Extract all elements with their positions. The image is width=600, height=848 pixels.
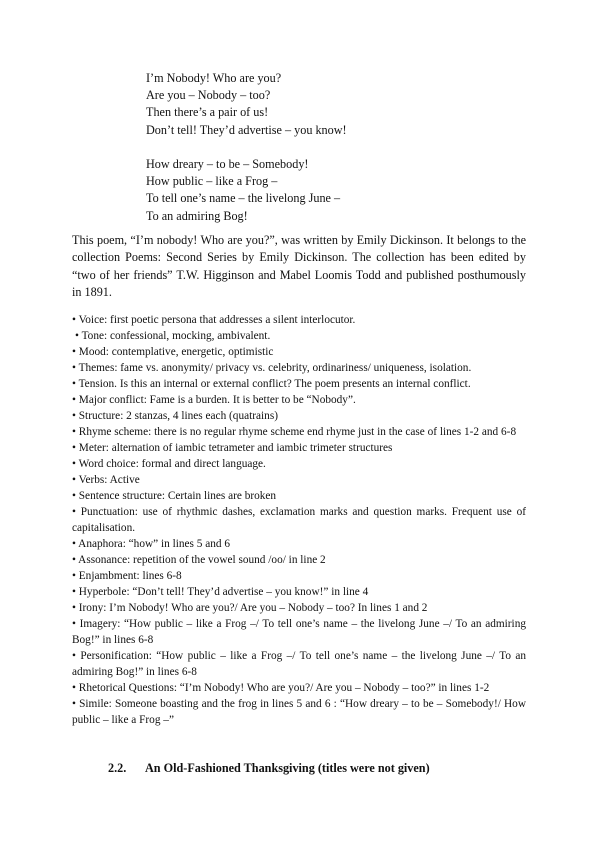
list-item: • Themes: fame vs. anonymity/ privacy vs. celebrity, ordinariness/ uniqueness, isolation.	[72, 362, 472, 374]
intro-paragraph: This poem, “I’m nobody! Who are you?”, was written by Emily Dickinson. It belongs to the collection Poems: Second Series by Emily Dickinson. The collection has been edited by “two of her friends” T.W. Higginson and Mabel Loomis Todd and published posthumously in 1891.	[72, 233, 526, 300]
poem-line: To tell one’s name – the livelong June –	[146, 191, 341, 206]
list-item: • Rhetorical Questions: “I’m Nobody! Who are you?/ Are you – Nobody – too?” in lines 1-2	[72, 682, 490, 694]
list-item: • Simile: Someone boasting and the frog in lines 5 and 6 : “How dreary – to be – Somebody!/ How public – like a Frog –”	[72, 698, 526, 726]
list-item: • Voice: first poetic persona that addresses a silent interlocutor.	[72, 314, 356, 326]
list-item: • Tone: confessional, mocking, ambivalent.	[75, 330, 271, 342]
section-number: 2.2.	[108, 761, 127, 775]
list-item: • Anaphora: “how” in lines 5 and 6	[72, 538, 230, 550]
list-item: • Imagery: “How public – like a Frog –/ To tell one’s name – the livelong June –/ To an admiring Bog!” in lines 6-8	[72, 618, 526, 646]
poem-line: I’m Nobody! Who are you?	[146, 71, 282, 85]
list-item: • Word choice: formal and direct language.	[72, 458, 266, 470]
list-item: • Mood: contemplative, energetic, optimistic	[72, 346, 274, 358]
section-heading	[108, 761, 430, 776]
list-item: • Verbs: Active	[72, 474, 140, 486]
list-item: • Punctuation: use of rhythmic dashes, exclamation marks and question marks. Frequent use of capitalisation.	[72, 506, 526, 534]
list-item: • Structure: 2 stanzas, 4 lines each (quatrains)	[72, 410, 278, 422]
poem-line: Are you – Nobody – too?	[146, 88, 271, 103]
list-item: • Assonance: repetition of the vowel sound /oo/ in line 2	[72, 554, 326, 566]
list-item: • Enjambment: lines 6-8	[72, 570, 182, 582]
list-item: • Irony: I’m Nobody! Who are you?/ Are you – Nobody – too? In lines 1 and 2	[72, 602, 428, 614]
poem-line: How public – like a Frog –	[146, 174, 278, 189]
list-item: • Personification: “How public – like a Frog –/ To tell one’s name – the livelong June –/ To an admiring Bog!” in lines 6-8	[72, 650, 526, 678]
stanza-break	[146, 139, 347, 156]
list-item: • Hyperbole: “Don’t tell! They’d advertise – you know!” in line 4	[72, 586, 369, 598]
poem-line: How dreary – to be – Somebody!	[146, 157, 309, 171]
poem	[146, 70, 347, 225]
analysis-list	[72, 312, 526, 728]
poem-line: Then there’s a pair of us!	[146, 105, 269, 120]
section-title: An Old-Fashioned Thanksgiving (titles were not given)	[145, 761, 430, 775]
list-item: • Meter: alternation of iambic tetrameter and iambic trimeter structures	[72, 442, 393, 454]
list-item: • Tension. Is this an internal or external conflict? The poem presents an internal conflict.	[72, 378, 471, 390]
list-item: • Rhyme scheme: there is no regular rhyme scheme end rhyme just in the case of lines 1-2 and 6-8	[72, 426, 517, 438]
poem-line: Don’t tell! They’d advertise – you know!	[146, 122, 347, 137]
poem-line: To an admiring Bog!	[146, 208, 248, 223]
list-item: • Sentence structure: Certain lines are broken	[72, 490, 277, 502]
list-item: • Major conflict: Fame is a burden. It is better to be “Nobody”.	[72, 394, 356, 406]
